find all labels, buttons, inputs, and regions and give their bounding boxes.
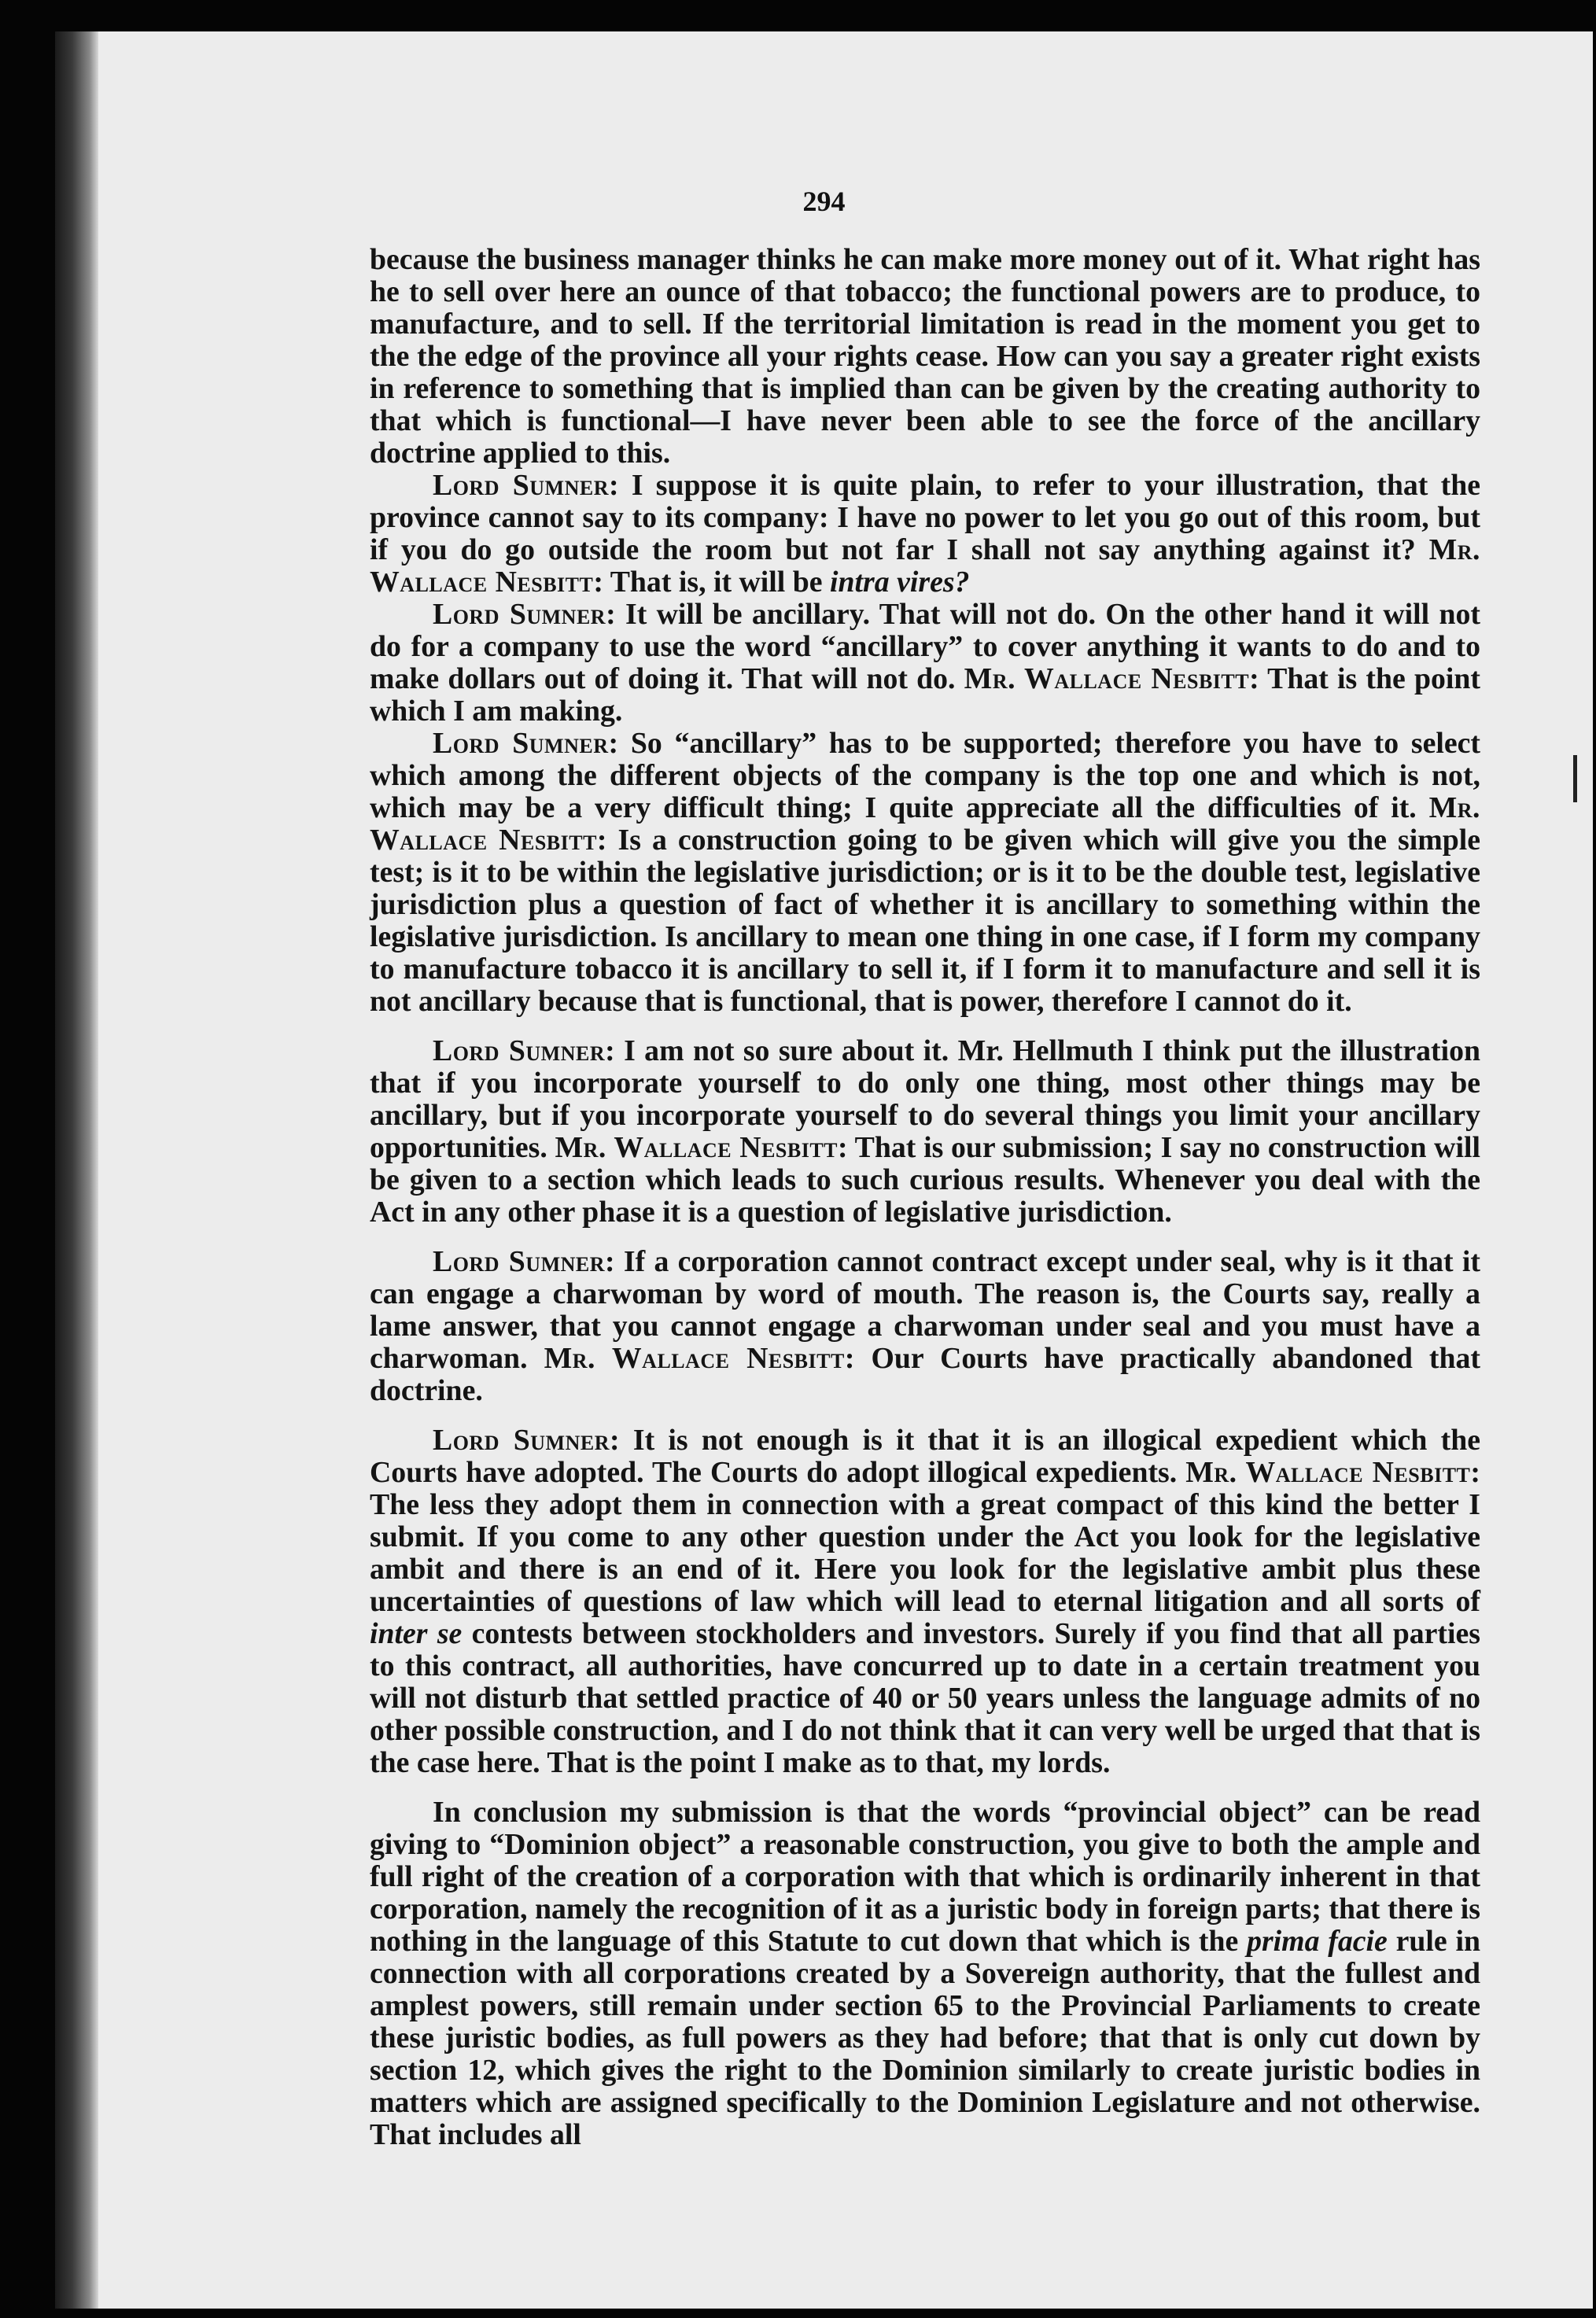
speaker-name: Lord Sumner xyxy=(433,1034,606,1067)
text-run: : If a corporation cannot contract except under seal, why is it that it can engage a charwoman by word of mouth. The reason is, the Courts say, really a lame answer, that you cannot engage a charwoman under seal and you must have a charwoman. xyxy=(370,1245,1480,1375)
text-run: : Is a construction going to be given which will give you the simple test; is it to be within the legislative jurisdiction; or is it to be the double test, legislative jurisdiction plus a question of fact of whether it is ancillary to something within the legislative jurisdiction. Is ancillary to mean one thing in one case, if I form my company to manufacture tobacco it is ancillary to sell it, if I form it to manufacture and sell it is not ancillary because that is functional, that is power, therefore I cannot do it. xyxy=(370,824,1480,1018)
text-run: because the business manager thinks he can make more money out of it. What right has he to sell over here an ounce of that tobacco; the functional powers are to produce, to manufacture, and to sell. If the territorial limitation is read in the moment you get to the the edge of the province all your rights cease. How can you say a greater right exists in reference to something that is implied than can be given by the creating authority to that which is functional—I have never been able to see the force of the ancillary doctrine applied to this. xyxy=(370,243,1480,470)
speaker-name: Lord Sumner xyxy=(433,598,606,631)
paragraph xyxy=(370,1246,1480,1407)
page-number: 294 xyxy=(802,186,846,217)
paragraph xyxy=(370,599,1480,728)
speaker-name: Lord Sumner xyxy=(433,469,609,502)
text-run: contests between stockholders and investors. Surely if you find that all parties to this contract, all authorities, have concurred up to date in a certain treatment you will not disturb that settled practice of 40 or 50 years unless the language admits of no other possible construction, and I do not think that it can very well be urged that that is the case here. That is the point I make as to that, my lords. xyxy=(370,1617,1480,1779)
paragraph xyxy=(370,1797,1480,2151)
speaker-name: Mr. Wallace Nesbitt xyxy=(370,791,1480,857)
paragraph xyxy=(370,470,1480,599)
italic-phrase: prima facie xyxy=(1247,1925,1388,1958)
text-run: rule in connection with all corporations created by a Sovereign authority, that the fullest and amplest powers, still remain under section 65 to the Provincial Parliaments to create these juristic bodies, as full powers as they had before; that that is only cut down by section 12, which gives the right to the Dominion similarly to create juristic bodies in matters which are assigned specifically to the Dominion Legislature and not otherwise. That includes all xyxy=(370,1925,1480,2151)
speaker-name: Lord Sumner xyxy=(433,1424,610,1457)
text-run: : That is our submission; I say no construction will be given to a section which leads to such curious results. Whenever you deal with the Act in any other phase it is a question of legislative jurisdiction. xyxy=(370,1131,1480,1229)
italic-phrase: intra vires? xyxy=(830,566,970,599)
text-run: : I am not so sure about it. Mr. Hellmuth I think put the illustration that if you incorporate yourself to do only one thing, most other things may be ancillary, but if you incorporate yourself to do several things you limit your ancillary opportunities. xyxy=(370,1034,1480,1164)
paragraph xyxy=(370,1035,1480,1229)
speaker-name: Lord Sumner xyxy=(433,1245,606,1278)
text-run: : So “ancillary” has to be supported; therefore you have to select which among the different objects of the company is the top one and which is not, which may be a very difficult thing; I quite appreciate all the difficulties of it. xyxy=(370,727,1480,824)
page-edge-mark xyxy=(1573,755,1577,802)
text-run: : That is, it will be xyxy=(593,566,831,599)
body-text xyxy=(370,244,1480,2151)
speaker-name: Mr. Wallace Nesbitt xyxy=(370,533,1480,599)
text-run: : Our Courts have practically abandoned that doctrine. xyxy=(370,1342,1481,1407)
text-run: : I suppose it is quite plain, to refer to your illustration, that the province cannot say to its company: I have no power to let you go out of this room, but if you do go outside the room but not far I shall not say anything against it? xyxy=(370,469,1480,566)
speaker-name: Lord Sumner xyxy=(433,727,609,760)
speaker-name: Mr. Wallace Nesbitt xyxy=(964,662,1250,695)
text-run: : It is not enough is it that it is an illogical expedient which the Courts have adopted. The Courts do adopt illogical expedients. xyxy=(370,1424,1481,1489)
italic-phrase: inter se xyxy=(370,1617,463,1650)
speaker-name: Mr. Wallace Nesbitt xyxy=(544,1342,845,1375)
paragraph xyxy=(370,728,1480,1018)
page-gutter-shadow xyxy=(55,31,98,2309)
speaker-name: Mr. Wallace Nesbitt xyxy=(1185,1456,1471,1489)
book-page xyxy=(55,31,1593,2309)
text-run: : It will be ancillary. That will not do. On the other hand it will not do for a company to use the word “ancillary” to cover anything it wants to do and to make dollars out of doing it. That will not do. xyxy=(370,598,1480,695)
text-run: : That is the point which I am making. xyxy=(370,662,1480,728)
paragraph xyxy=(370,1424,1480,1779)
text-run: In conclusion my submission is that the words “provincial object” can be read giving to “Dominion object” a reasonable construction, you give to both the ample and full right of the creation of a corporation with that which is ordinarily inherent in that corporation, namely the recognition of it as a juristic body in foreign parts; that there is nothing in the language of this Statute to cut down that which is the xyxy=(370,1796,1480,1958)
paragraph xyxy=(370,244,1480,470)
text-run: : The less they adopt them in connection with a great compact of this kind the better I submit. If you come to any other question under the Act you look for the legislative ambit and there is an end of it. Here you look for the legislative ambit plus these uncertainties of questions of law which will lead to eternal litigation and all sorts of xyxy=(370,1456,1480,1618)
speaker-name: Mr. Wallace Nesbitt xyxy=(555,1131,839,1164)
